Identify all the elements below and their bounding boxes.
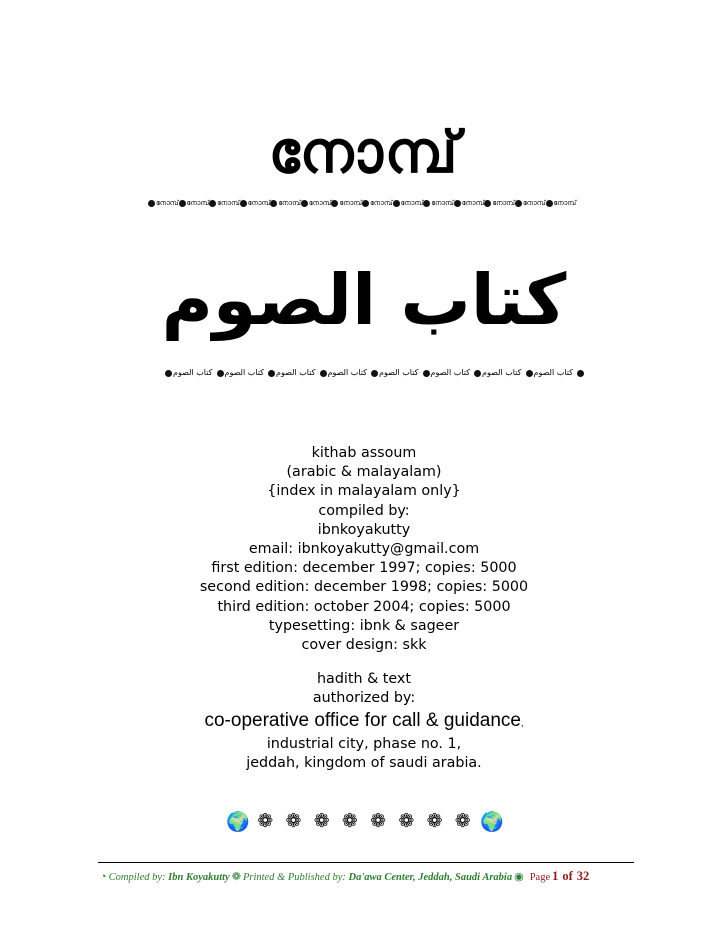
ornament-unit: [165, 369, 212, 377]
malayalam-ornament-row: [148, 196, 577, 210]
dot-icon: [179, 200, 186, 207]
flower-icon: ❁: [454, 810, 471, 832]
ornament-word: നോമ്പ്: [492, 199, 515, 207]
dot-icon: [268, 370, 275, 377]
ornament-unit: [515, 199, 546, 207]
dot-icon: [209, 200, 216, 207]
organization-name: [0, 709, 728, 735]
info-line: third edition: october 2004; copies: 5000: [217, 598, 511, 615]
ornament-word: كتاب الصوم: [276, 368, 316, 377]
info-line: ibnkoyakutty: [317, 521, 411, 538]
info-line: first edition: december 1997; copies: 5000: [211, 560, 517, 577]
dot-icon: [270, 200, 277, 207]
compiler-name: Ibn Koyakutty: [168, 872, 230, 883]
ornament-unit: [546, 199, 577, 207]
ornament-word: كتاب الصوم: [173, 368, 213, 377]
dot-icon: [577, 370, 584, 377]
ornament-unit: [179, 199, 210, 207]
dot-icon: [240, 200, 247, 207]
dot-icon: [484, 200, 491, 207]
ornament-word: നോമ്പ്: [461, 199, 485, 207]
ornament-unit: [484, 199, 515, 207]
flower-icon: ❁: [231, 871, 241, 883]
ornament-unit: [454, 199, 485, 207]
flower-icon: ❁: [426, 810, 443, 832]
ornament-word: നോമ്പ്: [156, 199, 179, 207]
globe-icon: 🌍: [226, 810, 250, 833]
ornament-unit: [371, 369, 418, 377]
dot-icon: [371, 370, 378, 377]
ornament-unit: [423, 369, 470, 377]
ornament-unit: [209, 199, 240, 207]
ornament-word: നോമ്പ്: [431, 199, 454, 207]
ornament-word: നോമ്പ്: [247, 199, 271, 207]
authority-line: hadith & text: [317, 671, 411, 688]
dot-icon: ◔: [100, 871, 107, 883]
info-line: kithab assoum: [311, 445, 417, 461]
ornament-word: كتاب الصوم: [224, 368, 264, 377]
dot-icon: [217, 370, 224, 377]
info-line: typesetting: ibnk & sageer: [268, 617, 460, 634]
book-info-block: [0, 444, 728, 773]
ornament-word: നോമ്പ്: [217, 199, 240, 207]
compiled-label: Compiled by:: [108, 872, 166, 883]
ornament-word: നോമ്പ്: [308, 199, 332, 207]
organization-name-text: co-operative office for call & guidance: [204, 709, 521, 731]
globe-icon: 🌍: [479, 810, 504, 833]
ornament-word: كتاب الصوم: [327, 368, 367, 377]
authority-line: authorized by:: [312, 690, 416, 707]
dot-icon: [320, 370, 327, 377]
dot-icon: [165, 370, 172, 377]
page-of: of: [562, 869, 573, 883]
ornament-word: നോമ്പ്: [278, 199, 301, 207]
ornament-word: നോമ്പ്: [400, 199, 424, 207]
page-total: 32: [576, 869, 590, 883]
dot-icon: [515, 200, 522, 207]
info-line: {index in malayalam only}: [267, 483, 461, 500]
ornament-word: നോമ്പ്: [339, 199, 363, 207]
organization-name-suffix: ,: [520, 717, 524, 728]
flower-icon: ❁: [257, 810, 274, 832]
ornament-unit: [526, 369, 573, 377]
publisher-name: Da'awa Center, Jeddah, Saudi Arabia: [348, 872, 513, 883]
dot-icon: [526, 370, 533, 377]
ornament-word: كتاب الصوم: [533, 368, 573, 377]
ornament-unit: [362, 199, 393, 207]
ornament-word: നോമ്പ്: [370, 199, 393, 207]
footer-divider: [98, 862, 634, 863]
page-footer: [98, 869, 634, 884]
info-line: compiled by:: [318, 502, 410, 519]
arabic-title: كتاب الصوم: [161, 259, 567, 341]
decorative-symbol-row: [226, 808, 502, 834]
dot-icon: [474, 370, 481, 377]
ornament-word: നോമ്പ്: [522, 199, 546, 207]
flower-icon: ❁: [313, 810, 330, 832]
ornament-unit: [217, 369, 264, 377]
dot-icon: [301, 200, 308, 207]
dot-icon: [423, 200, 430, 207]
malayalam-title: നോമ്പ്: [268, 118, 460, 186]
dot-icon: [454, 200, 461, 207]
ornament-unit: [301, 199, 332, 207]
ornament-word: كتاب الصوم: [482, 368, 522, 377]
page-current: 1: [552, 869, 559, 883]
printed-label: Printed & Published by:: [242, 872, 346, 883]
ornament-unit: [240, 199, 271, 207]
ornament-unit: [270, 199, 301, 207]
address-line: industrial city, phase no. 1,: [266, 735, 462, 752]
dot-icon: [423, 370, 430, 377]
ornament-word: كتاب الصوم: [430, 368, 470, 377]
info-line: second edition: december 1998; copies: 5000: [199, 579, 529, 596]
ornament-unit: [268, 369, 315, 377]
ornament-word: كتاب الصوم: [379, 368, 419, 377]
info-line: (arabic & malayalam): [286, 464, 442, 481]
ornament-unit: [148, 199, 179, 207]
address-line: jeddah, kingdom of saudi arabia.: [246, 754, 482, 771]
ornament-unit: [331, 199, 362, 207]
ornament-unit: [474, 369, 521, 377]
ornament-unit: [320, 369, 367, 377]
flower-icon: ❁: [285, 810, 302, 832]
ornament-unit: [423, 199, 454, 207]
page-label: Page: [529, 872, 551, 883]
dot-icon: [331, 200, 338, 207]
info-line-email: email: ibnkoyakutty@gmail.com: [248, 541, 480, 558]
ornament-word: നോമ്പ്: [553, 199, 577, 207]
flower-icon: ❁: [341, 810, 358, 832]
dot-icon: [393, 200, 400, 207]
dot-icon: [546, 200, 553, 207]
sun-icon: ◉: [514, 871, 524, 883]
dot-icon: [362, 200, 369, 207]
dot-icon: [148, 200, 155, 207]
flower-icon: ❁: [398, 810, 415, 832]
ornament-word: നോമ്പ്: [186, 199, 210, 207]
spacer: [0, 655, 728, 670]
ornament-unit: [393, 199, 424, 207]
arabic-ornament-row: [165, 366, 585, 380]
info-line: cover design: skk: [301, 637, 427, 654]
flower-icon: ❁: [370, 810, 387, 832]
